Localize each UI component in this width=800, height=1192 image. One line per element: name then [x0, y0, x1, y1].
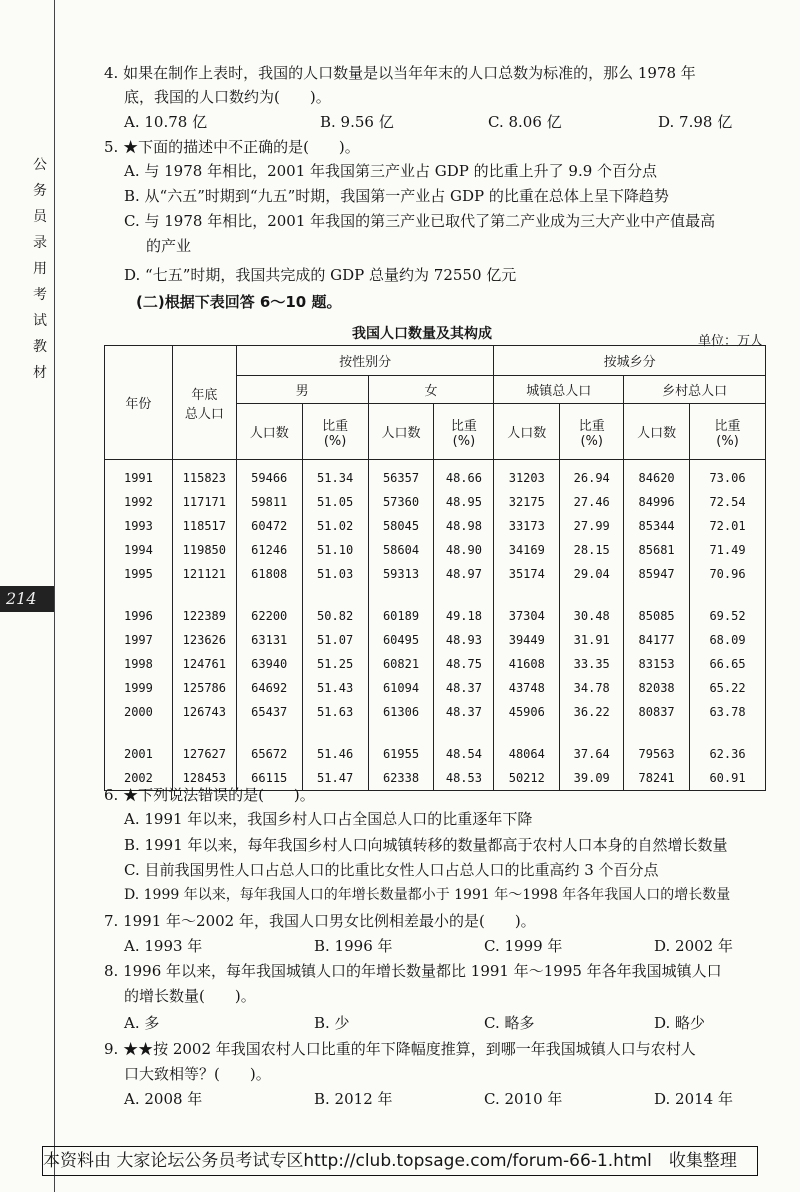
table-row	[105, 514, 766, 538]
header-count: 人口数	[624, 404, 690, 460]
header-ratio: 比重 (%)	[302, 404, 368, 460]
cell-urban-count: 32175	[494, 490, 560, 514]
population-table	[104, 345, 766, 791]
q4-option-d[interactable]: D. 7.98 亿	[658, 113, 733, 131]
cell-urban-ratio: 37.64	[560, 742, 624, 766]
spacer-cell	[105, 724, 173, 742]
spacer-cell	[368, 724, 434, 742]
q8-option-d[interactable]: D. 略少	[654, 1014, 706, 1032]
spacer-cell	[494, 586, 560, 604]
header-ratio: 比重 (%)	[560, 404, 624, 460]
spacer-cell	[172, 586, 236, 604]
cell-female-ratio: 49.18	[434, 604, 494, 628]
cell-total: 125786	[172, 676, 236, 700]
cell-rural-ratio: 70.96	[690, 562, 766, 586]
cell-rural-count: 84996	[624, 490, 690, 514]
table-row	[105, 490, 766, 514]
q7-stem: 7. 1991 年～2002 年，我国人口男女比例相差最小的是( )。	[104, 912, 536, 930]
cell-female-ratio: 48.66	[434, 460, 494, 491]
cell-total: 119850	[172, 538, 236, 562]
spacer-cell	[236, 586, 302, 604]
section-heading: (二)根据下表回答 6～10 题。	[136, 293, 342, 311]
q6-option-b[interactable]: B. 1991 年以来，每年我国乡村人口向城镇转移的数量都高于农村人口本身的自然增长数量	[124, 836, 728, 854]
q7-option-d[interactable]: D. 2002 年	[654, 937, 733, 955]
cell-urban-count: 37304	[494, 604, 560, 628]
q4-option-b[interactable]: B. 9.56 亿	[320, 113, 394, 131]
header-rural: 乡村总人口	[624, 376, 766, 404]
cell-rural-count: 79563	[624, 742, 690, 766]
cell-rural-count: 80837	[624, 700, 690, 724]
q6-option-d[interactable]: D. 1999 年以来，每年我国人口的年增长数量都小于 1991 年～1998 年各年我国人口的增长数量	[124, 887, 731, 903]
cell-urban-count: 43748	[494, 676, 560, 700]
cell-rural-ratio: 63.78	[690, 700, 766, 724]
cell-female-count: 61306	[368, 700, 434, 724]
table-spacer-row	[105, 586, 766, 604]
cell-rural-ratio: 65.22	[690, 676, 766, 700]
cell-urban-ratio: 31.91	[560, 628, 624, 652]
q9-option-c[interactable]: C. 2010 年	[484, 1090, 563, 1108]
cell-year: 1995	[105, 562, 173, 586]
table-row	[105, 652, 766, 676]
cell-female-ratio: 48.97	[434, 562, 494, 586]
margin-rule	[54, 0, 55, 1192]
cell-total: 124761	[172, 652, 236, 676]
header-ratio: 比重 (%)	[434, 404, 494, 460]
table-body	[105, 460, 766, 791]
cell-rural-ratio: 73.06	[690, 460, 766, 491]
cell-male-count: 60472	[236, 514, 302, 538]
q4-line2: 底，我国的人口数约为( )。	[124, 88, 331, 106]
q5-option-b[interactable]: B. 从“六五”时期到“九五”时期，我国第一产业占 GDP 的比重在总体上呈下降趋势	[124, 187, 669, 205]
q8-option-c[interactable]: C. 略多	[484, 1014, 535, 1032]
cell-rural-ratio: 62.36	[690, 742, 766, 766]
footer-banner: 本资料由 大家论坛公务员考试专区http://club.topsage.com/forum-66-1.html 收集整理	[42, 1146, 758, 1176]
cell-rural-ratio: 72.54	[690, 490, 766, 514]
q4-option-a[interactable]: A. 10.78 亿	[124, 113, 208, 131]
q6-option-a[interactable]: A. 1991 年以来，我国乡村人口占全国总人口的比重逐年下降	[124, 810, 533, 828]
cell-female-ratio: 48.54	[434, 742, 494, 766]
cell-female-count: 58045	[368, 514, 434, 538]
cell-female-count: 58604	[368, 538, 434, 562]
cell-female-ratio: 48.75	[434, 652, 494, 676]
header-year: 年份	[105, 346, 173, 460]
header-female: 女	[368, 376, 494, 404]
cell-female-ratio: 48.93	[434, 628, 494, 652]
cell-year: 1994	[105, 538, 173, 562]
spacer-cell	[690, 586, 766, 604]
cell-male-ratio: 51.07	[302, 628, 368, 652]
cell-urban-count: 34169	[494, 538, 560, 562]
cell-year: 2001	[105, 742, 173, 766]
cell-female-ratio: 48.90	[434, 538, 494, 562]
cell-urban-ratio: 29.04	[560, 562, 624, 586]
cell-female-count: 59313	[368, 562, 434, 586]
cell-urban-count: 48064	[494, 742, 560, 766]
cell-female-count: 61094	[368, 676, 434, 700]
cell-rural-count: 85085	[624, 604, 690, 628]
cell-urban-ratio: 36.22	[560, 700, 624, 724]
cell-urban-count: 50212	[494, 766, 560, 791]
spacer-cell	[560, 724, 624, 742]
cell-total: 127627	[172, 742, 236, 766]
page-number: 214	[0, 586, 54, 612]
header-count: 人口数	[494, 404, 560, 460]
cell-rural-ratio: 60.91	[690, 766, 766, 791]
table-row	[105, 700, 766, 724]
cell-year: 2002	[105, 766, 173, 791]
cell-male-ratio: 51.25	[302, 652, 368, 676]
q7-option-a[interactable]: A. 1993 年	[124, 937, 203, 955]
cell-rural-count: 85344	[624, 514, 690, 538]
cell-male-ratio: 50.82	[302, 604, 368, 628]
cell-female-ratio: 48.98	[434, 514, 494, 538]
cell-male-count: 62200	[236, 604, 302, 628]
table-row	[105, 604, 766, 628]
cell-urban-ratio: 28.15	[560, 538, 624, 562]
series-title: 公 务 员 录 用 考 试 教 材	[33, 157, 47, 381]
cell-rural-count: 78241	[624, 766, 690, 791]
cell-female-ratio: 48.53	[434, 766, 494, 791]
cell-rural-ratio: 72.01	[690, 514, 766, 538]
cell-urban-count: 33173	[494, 514, 560, 538]
cell-female-count: 60189	[368, 604, 434, 628]
header-gender: 按性别分	[236, 346, 494, 376]
q8-option-a[interactable]: A. 多	[124, 1014, 160, 1032]
cell-total: 115823	[172, 460, 236, 491]
cell-male-ratio: 51.02	[302, 514, 368, 538]
cell-male-count: 64692	[236, 676, 302, 700]
q5-option-a[interactable]: A. 与 1978 年相比，2001 年我国第三产业占 GDP 的比重上升了 9.9 个百分点	[124, 162, 658, 180]
cell-rural-count: 83153	[624, 652, 690, 676]
spacer-cell	[434, 586, 494, 604]
cell-total: 122389	[172, 604, 236, 628]
spacer-cell	[494, 724, 560, 742]
spacer-cell	[560, 586, 624, 604]
header-count: 人口数	[368, 404, 434, 460]
cell-female-ratio: 48.37	[434, 700, 494, 724]
q9-line1: 9. ★★按 2002 年我国农村人口比重的年下降幅度推算，到哪一年我国城镇人口与农村人	[104, 1040, 696, 1058]
cell-rural-ratio: 69.52	[690, 604, 766, 628]
table-spacer-row	[105, 724, 766, 742]
cell-male-count: 59466	[236, 460, 302, 491]
cell-urban-ratio: 39.09	[560, 766, 624, 791]
cell-year: 1997	[105, 628, 173, 652]
cell-urban-count: 39449	[494, 628, 560, 652]
cell-female-count: 60495	[368, 628, 434, 652]
q9-option-b[interactable]: B. 2012 年	[314, 1090, 393, 1108]
q5-option-c-cont: 的产业	[146, 237, 192, 255]
cell-urban-ratio: 26.94	[560, 460, 624, 491]
cell-rural-count: 82038	[624, 676, 690, 700]
cell-year: 1992	[105, 490, 173, 514]
cell-year: 1999	[105, 676, 173, 700]
cell-urban-ratio: 33.35	[560, 652, 624, 676]
header-count: 人口数	[236, 404, 302, 460]
cell-female-ratio: 48.95	[434, 490, 494, 514]
cell-male-count: 59811	[236, 490, 302, 514]
cell-female-ratio: 48.37	[434, 676, 494, 700]
cell-year: 1993	[105, 514, 173, 538]
cell-male-count: 63131	[236, 628, 302, 652]
cell-rural-ratio: 68.09	[690, 628, 766, 652]
cell-year: 1996	[105, 604, 173, 628]
cell-male-count: 61808	[236, 562, 302, 586]
cell-male-ratio: 51.46	[302, 742, 368, 766]
header-male: 男	[236, 376, 368, 404]
q9-line2: 口大致相等？( )。	[124, 1065, 271, 1083]
cell-urban-ratio: 27.46	[560, 490, 624, 514]
q9-option-a[interactable]: A. 2008 年	[124, 1090, 203, 1108]
cell-male-count: 65437	[236, 700, 302, 724]
cell-male-ratio: 51.43	[302, 676, 368, 700]
cell-male-count: 65672	[236, 742, 302, 766]
table-row	[105, 628, 766, 652]
cell-female-count: 61955	[368, 742, 434, 766]
cell-year: 1991	[105, 460, 173, 491]
cell-female-count: 60821	[368, 652, 434, 676]
cell-female-count: 56357	[368, 460, 434, 491]
header-urban: 城镇总人口	[494, 376, 624, 404]
q7-option-b[interactable]: B. 1996 年	[314, 937, 393, 955]
table-row	[105, 538, 766, 562]
cell-rural-count: 85681	[624, 538, 690, 562]
spacer-cell	[434, 724, 494, 742]
table-unit: 单位：万人	[698, 334, 764, 349]
cell-urban-count: 41608	[494, 652, 560, 676]
cell-female-count: 62338	[368, 766, 434, 791]
q5-stem: 5. ★下面的描述中不正确的是( )。	[104, 138, 360, 156]
table-title: 我国人口数量及其构成	[352, 326, 492, 342]
table-row	[105, 562, 766, 586]
spacer-cell	[172, 724, 236, 742]
spacer-cell	[624, 586, 690, 604]
cell-rural-count: 84620	[624, 460, 690, 491]
cell-year: 2000	[105, 700, 173, 724]
spacer-cell	[690, 724, 766, 742]
cell-rural-count: 84177	[624, 628, 690, 652]
cell-total: 126743	[172, 700, 236, 724]
cell-male-count: 63940	[236, 652, 302, 676]
q5-option-d[interactable]: D. “七五”时期，我国共完成的 GDP 总量约为 72550 亿元	[124, 266, 517, 284]
spacer-cell	[624, 724, 690, 742]
cell-male-count: 61246	[236, 538, 302, 562]
cell-female-count: 57360	[368, 490, 434, 514]
spacer-cell	[105, 586, 173, 604]
spacer-cell	[302, 724, 368, 742]
cell-rural-ratio: 66.65	[690, 652, 766, 676]
cell-total: 121121	[172, 562, 236, 586]
header-urban-rural: 按城乡分	[494, 346, 766, 376]
cell-total: 117171	[172, 490, 236, 514]
q8-option-b[interactable]: B. 少	[314, 1014, 350, 1032]
cell-urban-ratio: 34.78	[560, 676, 624, 700]
spacer-cell	[236, 724, 302, 742]
cell-urban-count: 35174	[494, 562, 560, 586]
cell-total: 123626	[172, 628, 236, 652]
q4-line1: 4. 如果在制作上表时，我国的人口数量是以当年年末的人口总数为标准的，那么 1978 年	[104, 64, 696, 82]
spacer-cell	[302, 586, 368, 604]
q8-line2: 的增长数量( )。	[124, 987, 256, 1005]
header-ratio: 比重 (%)	[690, 404, 766, 460]
header-total: 年底 总人口	[172, 346, 236, 460]
q5-option-c[interactable]: C. 与 1978 年相比，2001 年我国的第三产业已取代了第二产业成为三大产业中产值最高	[124, 212, 716, 230]
cell-male-ratio: 51.34	[302, 460, 368, 491]
q8-line1: 8. 1996 年以来，每年我国城镇人口的年增长数量都比 1991 年～1995 年各年我国城镇人口	[104, 962, 722, 980]
cell-urban-ratio: 27.99	[560, 514, 624, 538]
cell-male-ratio: 51.10	[302, 538, 368, 562]
cell-rural-count: 85947	[624, 562, 690, 586]
q6-option-c[interactable]: C. 目前我国男性人口占总人口的比重比女性人口占总人口的比重高约 3 个百分点	[124, 861, 659, 879]
cell-male-ratio: 51.63	[302, 700, 368, 724]
q6-stem: 6. ★下列说法错误的是( )。	[104, 786, 315, 804]
cell-total: 118517	[172, 514, 236, 538]
cell-urban-ratio: 30.48	[560, 604, 624, 628]
cell-male-ratio: 51.05	[302, 490, 368, 514]
q9-option-d[interactable]: D. 2014 年	[654, 1090, 733, 1108]
spacer-cell	[368, 586, 434, 604]
cell-urban-count: 45906	[494, 700, 560, 724]
cell-male-count: 66115	[236, 766, 302, 791]
cell-total: 128453	[172, 766, 236, 791]
sidebar	[0, 0, 56, 1192]
q4-option-c[interactable]: C. 8.06 亿	[488, 113, 562, 131]
cell-rural-ratio: 71.49	[690, 538, 766, 562]
cell-urban-count: 31203	[494, 460, 560, 491]
table-row	[105, 742, 766, 766]
cell-male-ratio: 51.47	[302, 766, 368, 791]
cell-male-ratio: 51.03	[302, 562, 368, 586]
q7-option-c[interactable]: C. 1999 年	[484, 937, 563, 955]
table-row	[105, 676, 766, 700]
table-row	[105, 460, 766, 491]
cell-year: 1998	[105, 652, 173, 676]
